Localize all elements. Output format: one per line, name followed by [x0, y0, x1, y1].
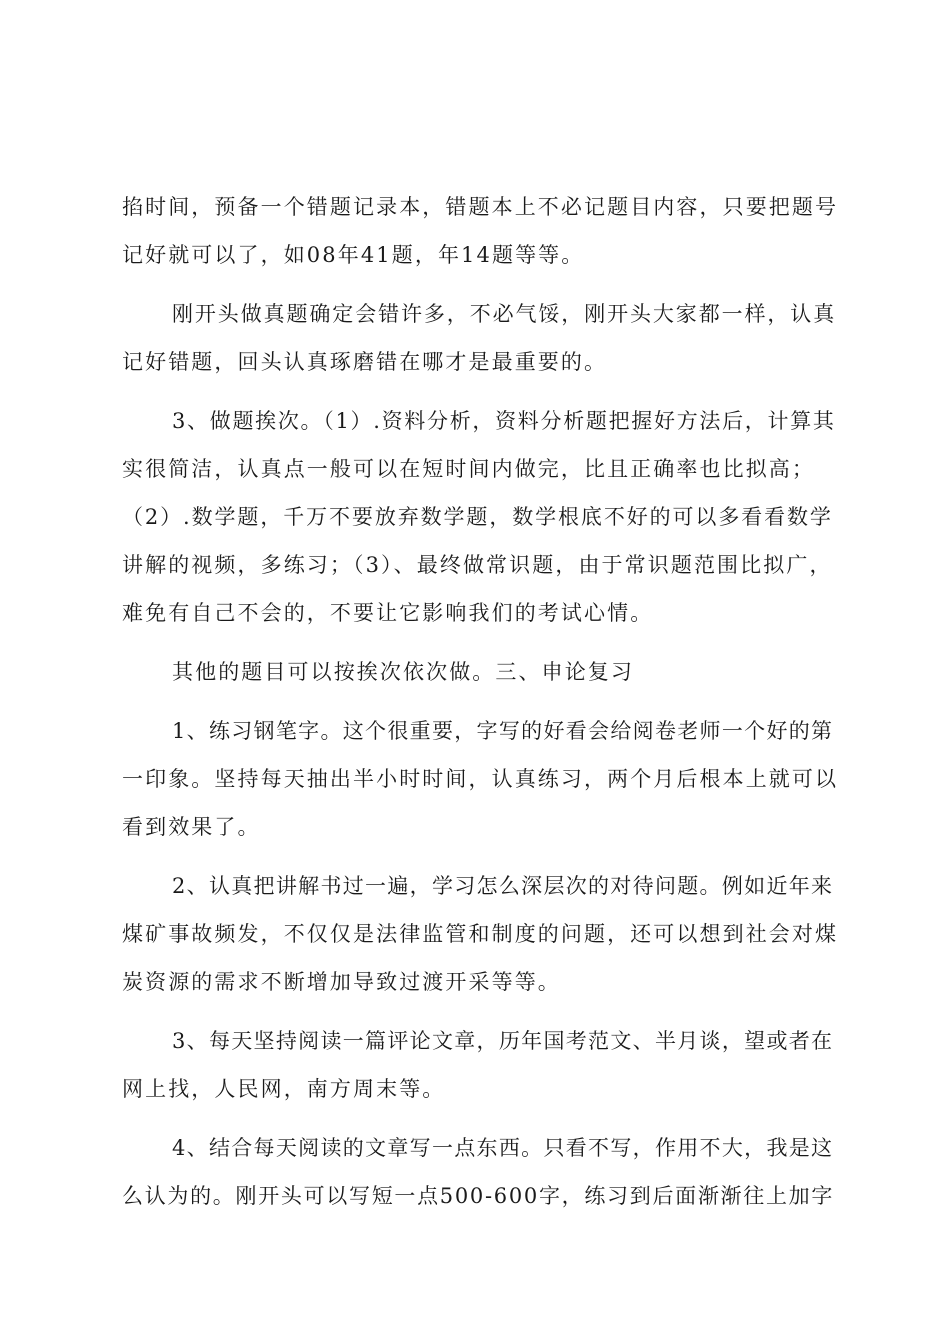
text-line: 3、做题挨次。（1）.资料分析，资料分析题把握好方法后，计算其	[172, 409, 836, 433]
text-line: 记好错题，回头认真琢磨错在哪才是最重要的。	[122, 350, 608, 374]
text-line: 一印象。坚持每天抽出半小时时间，认真练习，两个月后根本上就可以	[122, 767, 839, 791]
text-line: （2）.数学题，千万不要放弃数学题，数学根底不好的可以多看看数学	[122, 505, 833, 529]
text-line: 刚开头做真题确定会错许多，不必气馁，刚开头大家都一样，认真	[172, 302, 837, 326]
text-line: 炭资源的需求不断增加导致过渡开采等等。	[122, 970, 561, 994]
text-line: 煤矿事故频发，不仅仅是法律监管和制度的问题，还可以想到社会对煤	[122, 922, 839, 946]
text-line: 记好就可以了，如08年41题，年14题等等。	[122, 243, 585, 267]
text-line: 掐时间，预备一个错题记录本，错题本上不必记题目内容，只要把题号	[122, 195, 839, 219]
text-line: 么认为的。刚开头可以写短一点500-600字，练习到后面渐渐往上加字	[122, 1184, 835, 1208]
text-line: 网上找，人民网，南方周末等。	[122, 1077, 446, 1101]
text-line: 1、练习钢笔字。这个很重要，字写的好看会给阅卷老师一个好的第	[172, 719, 834, 743]
paragraph-5	[122, 707, 838, 851]
paragraph-1	[122, 183, 838, 279]
text-line: 实很简洁，认真点一般可以在短时间内做完，比且正确率也比拟高；	[122, 457, 815, 481]
paragraph-4	[122, 648, 838, 696]
paragraph-2	[122, 290, 838, 386]
text-line: 难免有自己不会的，不要让它影响我们的考试心情。	[122, 601, 654, 625]
paragraph-8	[122, 1124, 838, 1220]
text-line: 看到效果了。	[122, 815, 261, 839]
text-line: 其他的题目可以按挨次依次做。三、申论复习	[172, 660, 634, 684]
document-body	[122, 183, 838, 1220]
paragraph-6	[122, 862, 838, 1006]
text-line: 4、结合每天阅读的文章写一点东西。只看不写，作用不大，我是这	[172, 1136, 834, 1160]
text-line: 讲解的视频，多练习；（3）、最终做常识题，由于常识题范围比拟广，	[122, 553, 833, 577]
text-line: 2、认真把讲解书过一遍，学习怎么深层次的对待问题。例如近年来	[172, 874, 834, 898]
text-line: 3、每天坚持阅读一篇评论文章，历年国考范文、半月谈，望或者在	[172, 1029, 834, 1053]
paragraph-3	[122, 397, 838, 637]
paragraph-7	[122, 1017, 838, 1113]
